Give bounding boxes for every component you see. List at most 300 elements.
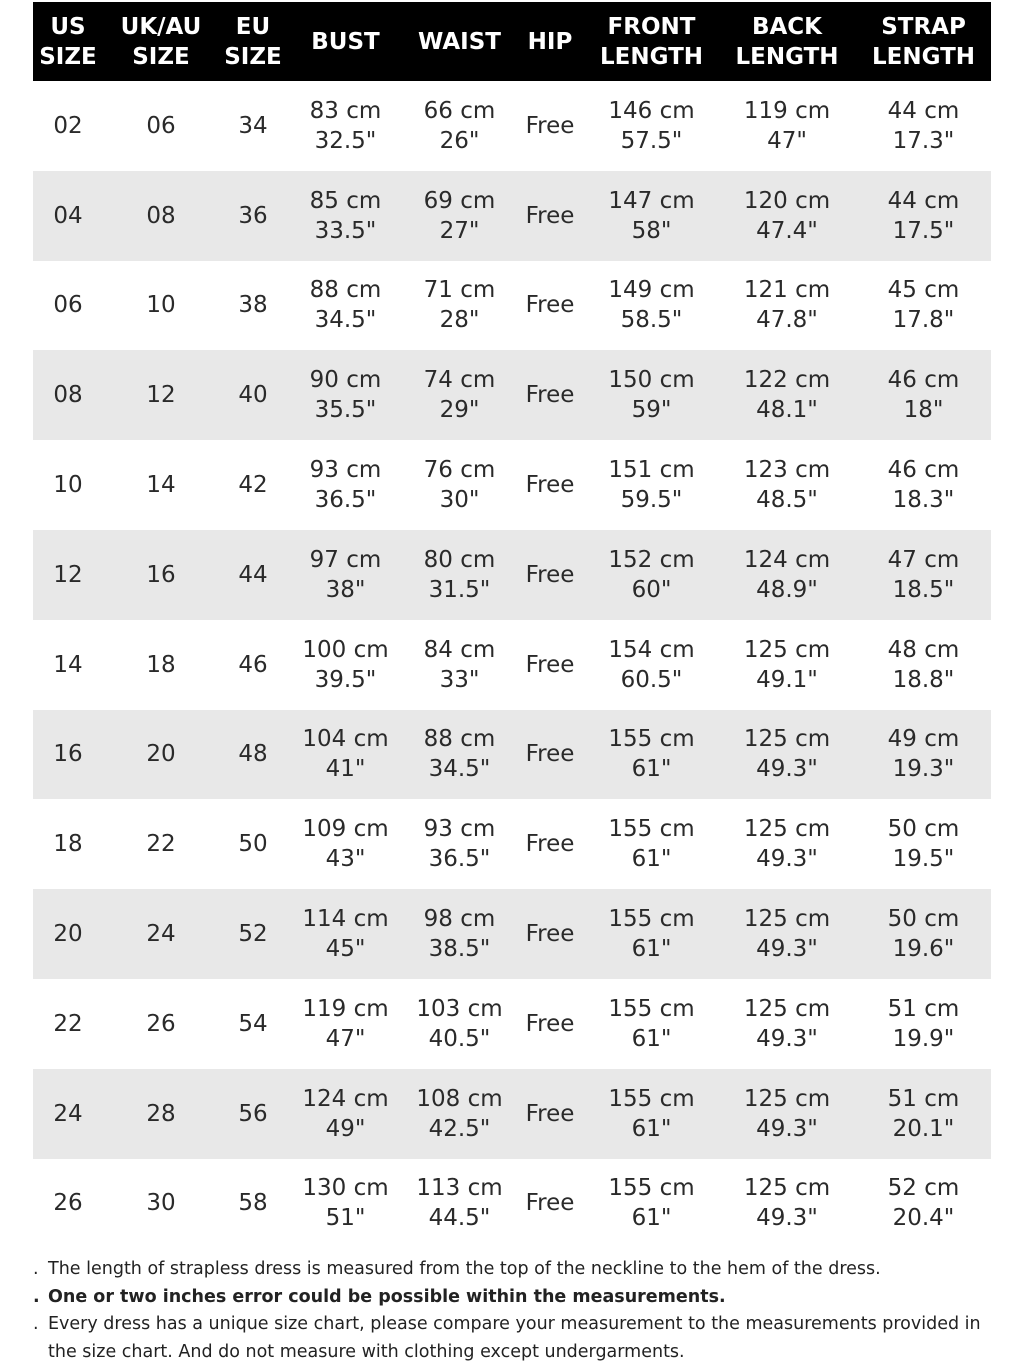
header-bust: BUST [287, 2, 404, 81]
cell-value: Free [525, 1190, 575, 1217]
cell-value: 155 cm [608, 995, 695, 1022]
cell-value-inches: 59" [631, 397, 672, 424]
cell-eu-size [219, 1069, 287, 1159]
cell-bust [287, 979, 404, 1069]
cell-back-length [718, 1159, 856, 1249]
cell-value: 125 cm [743, 726, 831, 753]
cell-front-length [585, 799, 718, 889]
cell-value: 109 cm [302, 816, 389, 843]
cell-value-inches: 26" [439, 127, 480, 154]
cell-value-inches: 35.5" [314, 397, 377, 424]
cell-uk-au-size [103, 1159, 219, 1249]
note-bullet: . [33, 1259, 39, 1279]
cell-value-inches: 60" [631, 576, 672, 603]
cell-value-inches: 49.3" [756, 756, 818, 783]
cell-value: 58 [238, 1190, 268, 1217]
cell-value-inches: 38.5" [428, 936, 491, 963]
cell-value: 16 [53, 741, 83, 768]
cell-value: 46 cm [887, 367, 960, 394]
cell-value-inches: 32.5" [314, 127, 377, 154]
cell-value-inches: 19.9" [892, 1025, 955, 1052]
cell-value-inches: 60.5" [620, 666, 683, 693]
note-error-margin [33, 1284, 993, 1312]
cell-value-inches: 19.5" [892, 846, 955, 873]
cell-uk-au-size [103, 530, 219, 620]
cell-front-length [585, 1159, 718, 1249]
cell-value: 46 cm [887, 457, 960, 484]
cell-value: Free [525, 561, 575, 588]
cell-value-inches: 47.4" [756, 217, 818, 244]
table-row [33, 350, 991, 440]
cell-value: 100 cm [302, 636, 389, 663]
cell-value: 119 cm [302, 995, 389, 1022]
cell-value: Free [525, 472, 575, 499]
cell-value: 83 cm [309, 97, 382, 124]
cell-value: 52 [238, 921, 268, 948]
cell-value: 24 [53, 1100, 83, 1127]
cell-us-size [33, 979, 103, 1069]
cell-value: 26 [146, 1010, 176, 1037]
note-text: The length of strapless dress is measured from the top of the neckline to the hem of the dress. [48, 1259, 881, 1279]
cell-us-size [33, 1159, 103, 1249]
cell-uk-au-size [103, 979, 219, 1069]
cell-value: 155 cm [608, 1175, 695, 1202]
cell-value: 56 [238, 1100, 268, 1127]
cell-value: 30 [146, 1190, 176, 1217]
cell-back-length [718, 261, 856, 351]
cell-eu-size [219, 81, 287, 171]
table-row [33, 530, 991, 620]
cell-value: 120 cm [743, 187, 831, 214]
cell-hip [515, 710, 585, 800]
cell-value-inches: 17.3" [892, 127, 955, 154]
cell-bust [287, 81, 404, 171]
cell-value: 51 cm [887, 995, 960, 1022]
cell-bust [287, 350, 404, 440]
cell-eu-size [219, 799, 287, 889]
cell-value-inches: 49" [325, 1115, 366, 1142]
cell-value: 104 cm [302, 726, 389, 753]
cell-eu-size [219, 530, 287, 620]
cell-value: 34 [238, 112, 268, 139]
cell-hip [515, 350, 585, 440]
cell-eu-size [219, 440, 287, 530]
cell-strap-length [856, 171, 991, 261]
cell-bust [287, 710, 404, 800]
cell-value: 119 cm [743, 97, 831, 124]
table-row [33, 81, 991, 171]
cell-value: 48 [238, 741, 268, 768]
cell-value: 26 [53, 1190, 83, 1217]
cell-strap-length [856, 530, 991, 620]
cell-back-length [718, 350, 856, 440]
cell-bust [287, 440, 404, 530]
cell-value: 122 cm [743, 367, 831, 394]
cell-value: 04 [53, 202, 83, 229]
cell-value-inches: 61" [631, 936, 672, 963]
header-eu-size: EU SIZE [219, 2, 287, 81]
cell-value-inches: 61" [631, 1205, 672, 1232]
cell-value: Free [525, 382, 575, 409]
cell-value-inches: 61" [631, 756, 672, 783]
header-strap-length: STRAP LENGTH [856, 2, 991, 81]
cell-front-length [585, 261, 718, 351]
cell-strap-length [856, 440, 991, 530]
cell-value: 28 [146, 1100, 176, 1127]
note-measure-length [33, 1256, 993, 1284]
cell-strap-length [856, 350, 991, 440]
cell-us-size [33, 81, 103, 171]
cell-value: 14 [146, 472, 176, 499]
cell-uk-au-size [103, 710, 219, 800]
cell-uk-au-size [103, 799, 219, 889]
cell-value: 151 cm [608, 457, 695, 484]
cell-value: 76 cm [423, 457, 496, 484]
cell-value-inches: 33.5" [314, 217, 377, 244]
cell-value: 125 cm [743, 816, 831, 843]
cell-value: 149 cm [608, 277, 695, 304]
cell-hip [515, 1069, 585, 1159]
cell-value: 42 [238, 472, 268, 499]
header-hip: HIP [515, 2, 585, 81]
cell-value: 12 [53, 561, 83, 588]
cell-value: 20 [53, 921, 83, 948]
cell-value-inches: 18.8" [892, 666, 955, 693]
table-row [33, 440, 991, 530]
header-waist: WAIST [404, 2, 515, 81]
cell-value: 103 cm [416, 995, 503, 1022]
cell-value: 121 cm [743, 277, 831, 304]
header-uk-au-size: UK/AU SIZE [103, 2, 219, 81]
cell-value: 47 cm [887, 546, 960, 573]
cell-strap-length [856, 1159, 991, 1249]
cell-hip [515, 889, 585, 979]
cell-us-size [33, 799, 103, 889]
cell-value: 49 cm [887, 726, 960, 753]
cell-eu-size [219, 889, 287, 979]
cell-value-inches: 36.5" [428, 846, 491, 873]
cell-value: 12 [146, 382, 176, 409]
cell-value: 85 cm [309, 187, 382, 214]
note-bullet: . [33, 1314, 39, 1334]
cell-bust [287, 530, 404, 620]
cell-front-length [585, 979, 718, 1069]
cell-value: Free [525, 112, 575, 139]
cell-value-inches: 51" [325, 1205, 366, 1232]
cell-value: 44 cm [887, 97, 960, 124]
cell-waist [404, 530, 515, 620]
cell-us-size [33, 530, 103, 620]
cell-value-inches: 34.5" [314, 307, 377, 334]
cell-value: 40 [238, 382, 268, 409]
cell-value: 45 cm [887, 277, 960, 304]
cell-us-size [33, 1069, 103, 1159]
cell-value: Free [525, 202, 575, 229]
table-row [33, 889, 991, 979]
cell-value: 06 [146, 112, 176, 139]
cell-value: 24 [146, 921, 176, 948]
cell-uk-au-size [103, 889, 219, 979]
cell-value-inches: 49.3" [756, 1025, 818, 1052]
cell-hip [515, 440, 585, 530]
cell-waist [404, 261, 515, 351]
cell-value-inches: 19.6" [892, 936, 955, 963]
cell-uk-au-size [103, 261, 219, 351]
cell-value: 80 cm [423, 546, 496, 573]
cell-us-size [33, 440, 103, 530]
cell-bust [287, 620, 404, 710]
cell-hip [515, 81, 585, 171]
cell-value-inches: 59.5" [620, 487, 683, 514]
cell-value: 69 cm [423, 187, 496, 214]
cell-value: 44 cm [887, 187, 960, 214]
cell-value: Free [525, 831, 575, 858]
cell-strap-length [856, 710, 991, 800]
cell-front-length [585, 81, 718, 171]
cell-back-length [718, 171, 856, 261]
cell-value: 08 [146, 202, 176, 229]
header-front-length: FRONT LENGTH [585, 2, 718, 81]
cell-value-inches: 39.5" [314, 666, 377, 693]
cell-value: 16 [146, 561, 176, 588]
cell-value: 71 cm [423, 277, 496, 304]
cell-back-length [718, 530, 856, 620]
header-us-size: US SIZE [33, 2, 103, 81]
table-row [33, 620, 991, 710]
cell-value-inches: 47" [767, 127, 807, 154]
cell-value-inches: 47" [325, 1025, 366, 1052]
cell-value-inches: 61" [631, 1025, 672, 1052]
cell-value: 147 cm [608, 187, 695, 214]
cell-value: Free [525, 1010, 575, 1037]
cell-value-inches: 18.5" [892, 576, 955, 603]
cell-uk-au-size [103, 171, 219, 261]
cell-value: 155 cm [608, 906, 695, 933]
cell-uk-au-size [103, 620, 219, 710]
cell-waist [404, 350, 515, 440]
cell-value: 36 [238, 202, 268, 229]
cell-value: 84 cm [423, 636, 496, 663]
cell-us-size [33, 710, 103, 800]
cell-us-size [33, 350, 103, 440]
cell-value: 20 [146, 741, 176, 768]
cell-strap-length [856, 979, 991, 1069]
table-row [33, 171, 991, 261]
cell-uk-au-size [103, 81, 219, 171]
cell-waist [404, 889, 515, 979]
cell-value: 93 cm [423, 816, 496, 843]
size-chart [33, 2, 991, 1248]
cell-waist [404, 799, 515, 889]
cell-value-inches: 48.1" [756, 397, 818, 424]
cell-eu-size [219, 710, 287, 800]
cell-hip [515, 799, 585, 889]
cell-value: 44 [238, 561, 268, 588]
cell-value-inches: 42.5" [428, 1115, 491, 1142]
cell-eu-size [219, 350, 287, 440]
cell-value: 54 [238, 1010, 268, 1037]
cell-value-inches: 28" [439, 307, 480, 334]
cell-value-inches: 38" [325, 576, 366, 603]
table-header-row [33, 2, 991, 81]
note-text: Every dress has a unique size chart, please compare your measurement to the measurements provided in the size chart. And do not measure with clothing except undergarments. [48, 1314, 981, 1362]
cell-value-inches: 49.3" [756, 936, 818, 963]
cell-value: 93 cm [309, 457, 382, 484]
cell-value: 108 cm [416, 1085, 503, 1112]
cell-value-inches: 33" [439, 666, 480, 693]
cell-value: 124 cm [743, 546, 831, 573]
cell-value-inches: 48.9" [756, 576, 818, 603]
table-row [33, 261, 991, 351]
cell-back-length [718, 620, 856, 710]
cell-value: 18 [146, 651, 176, 678]
cell-strap-length [856, 1069, 991, 1159]
cell-back-length [718, 799, 856, 889]
cell-value-inches: 17.5" [892, 217, 955, 244]
cell-value: 48 cm [887, 636, 960, 663]
cell-back-length [718, 889, 856, 979]
cell-us-size [33, 261, 103, 351]
cell-value: Free [525, 292, 575, 319]
cell-value: 125 cm [743, 995, 831, 1022]
cell-value: 74 cm [423, 367, 496, 394]
cell-value: 10 [53, 472, 83, 499]
cell-us-size [33, 889, 103, 979]
cell-value: 14 [53, 651, 83, 678]
cell-uk-au-size [103, 1069, 219, 1159]
cell-value: 22 [146, 831, 176, 858]
cell-value: 125 cm [743, 1085, 831, 1112]
note-text: One or two inches error could be possible within the measurements. [48, 1286, 726, 1307]
cell-value-inches: 49.1" [756, 666, 818, 693]
cell-front-length [585, 530, 718, 620]
cell-value: 130 cm [302, 1175, 389, 1202]
cell-eu-size [219, 1159, 287, 1249]
cell-value: 146 cm [608, 97, 695, 124]
cell-bust [287, 171, 404, 261]
cell-value-inches: 41" [325, 756, 366, 783]
cell-value-inches: 30" [439, 487, 480, 514]
cell-value-inches: 31.5" [428, 576, 491, 603]
cell-value-inches: 36.5" [314, 487, 377, 514]
cell-value: 155 cm [608, 816, 695, 843]
cell-strap-length [856, 799, 991, 889]
cell-back-length [718, 979, 856, 1069]
cell-value: 88 cm [309, 277, 382, 304]
cell-eu-size [219, 979, 287, 1069]
cell-value: 38 [238, 292, 268, 319]
cell-value: 113 cm [416, 1175, 503, 1202]
cell-value: 10 [146, 292, 176, 319]
cell-bust [287, 1159, 404, 1249]
cell-front-length [585, 710, 718, 800]
cell-value: 88 cm [423, 726, 496, 753]
cell-hip [515, 530, 585, 620]
cell-value: 154 cm [608, 636, 695, 663]
cell-value: 08 [53, 382, 83, 409]
table-body [33, 81, 991, 1248]
note-bullet: . [33, 1286, 40, 1307]
cell-value: Free [525, 741, 575, 768]
cell-value: 02 [53, 112, 83, 139]
cell-value: 125 cm [743, 1175, 831, 1202]
cell-waist [404, 710, 515, 800]
cell-value-inches: 17.8" [892, 307, 955, 334]
cell-value: 123 cm [743, 457, 831, 484]
cell-value: Free [525, 651, 575, 678]
notes [33, 1256, 993, 1366]
cell-eu-size [219, 261, 287, 351]
cell-back-length [718, 710, 856, 800]
cell-value: 18 [53, 831, 83, 858]
cell-value-inches: 57.5" [620, 127, 683, 154]
cell-value-inches: 19.3" [892, 756, 955, 783]
table-row [33, 710, 991, 800]
cell-front-length [585, 889, 718, 979]
cell-value-inches: 49.3" [756, 1115, 818, 1142]
cell-strap-length [856, 620, 991, 710]
cell-hip [515, 1159, 585, 1249]
cell-value: 114 cm [302, 906, 389, 933]
cell-value: 98 cm [423, 906, 496, 933]
cell-strap-length [856, 261, 991, 351]
cell-value: 50 [238, 831, 268, 858]
size-table [33, 2, 991, 1248]
cell-value: 125 cm [743, 636, 831, 663]
cell-value: 90 cm [309, 367, 382, 394]
table-row [33, 1069, 991, 1159]
cell-value-inches: 61" [631, 1115, 672, 1142]
cell-strap-length [856, 889, 991, 979]
cell-value: Free [525, 1100, 575, 1127]
cell-front-length [585, 440, 718, 530]
cell-value-inches: 29" [439, 397, 480, 424]
table-row [33, 799, 991, 889]
cell-waist [404, 1069, 515, 1159]
cell-waist [404, 1159, 515, 1249]
cell-value-inches: 49.3" [756, 846, 818, 873]
cell-value-inches: 47.8" [756, 307, 818, 334]
header-back-length: BACK LENGTH [718, 2, 856, 81]
cell-value-inches: 20.1" [892, 1115, 955, 1142]
cell-front-length [585, 171, 718, 261]
cell-bust [287, 889, 404, 979]
cell-value: 152 cm [608, 546, 695, 573]
cell-value-inches: 61" [631, 846, 672, 873]
cell-value: 50 cm [887, 906, 960, 933]
cell-back-length [718, 440, 856, 530]
cell-bust [287, 799, 404, 889]
cell-value: 46 [238, 651, 268, 678]
cell-value-inches: 48.5" [756, 487, 818, 514]
cell-value: 97 cm [309, 546, 382, 573]
cell-hip [515, 171, 585, 261]
cell-front-length [585, 1069, 718, 1159]
cell-value-inches: 27" [439, 217, 480, 244]
cell-hip [515, 620, 585, 710]
cell-back-length [718, 81, 856, 171]
cell-value: 50 cm [887, 816, 960, 843]
cell-value: 124 cm [302, 1085, 389, 1112]
cell-value-inches: 40.5" [428, 1025, 491, 1052]
cell-value-inches: 20.4" [892, 1205, 955, 1232]
cell-uk-au-size [103, 440, 219, 530]
cell-value: 125 cm [743, 906, 831, 933]
cell-eu-size [219, 171, 287, 261]
cell-value: 52 cm [887, 1175, 960, 1202]
cell-value-inches: 34.5" [428, 756, 491, 783]
cell-value: Free [525, 921, 575, 948]
